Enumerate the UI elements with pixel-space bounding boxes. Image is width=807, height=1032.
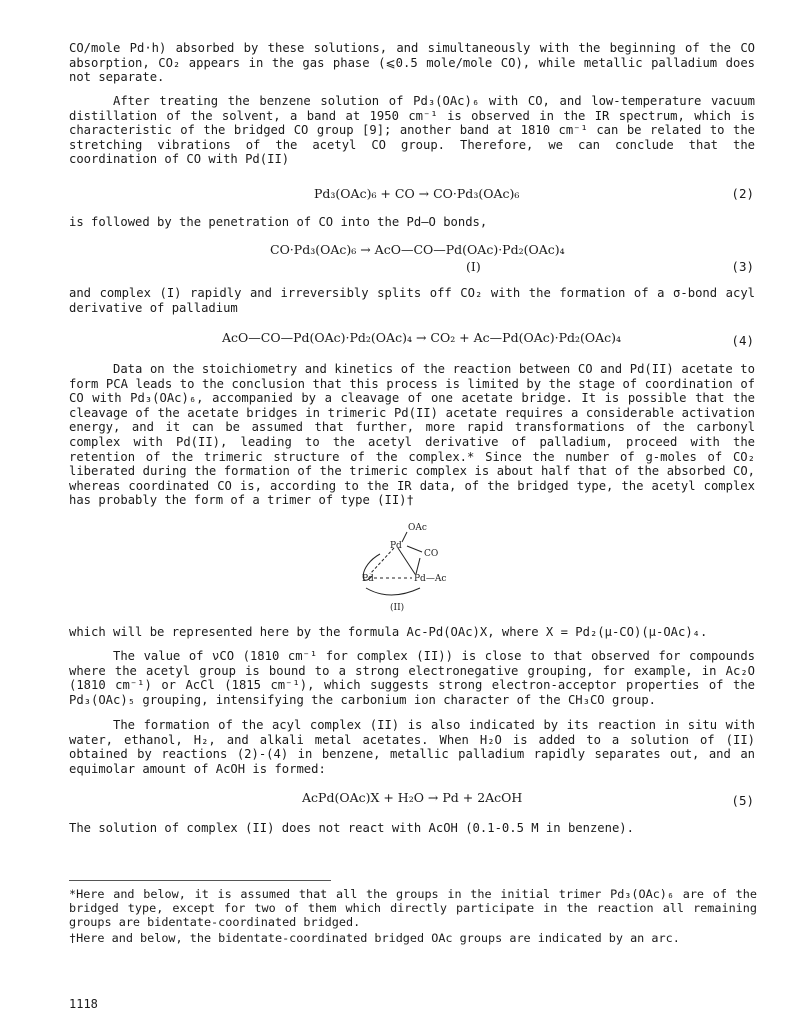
footnote-2: †Here and below, the bidentate-coordinated bridged OAc groups are indicated by an arc. [69,931,680,945]
equation-3-label: (I) [466,259,481,274]
equation-5-number: (5) [731,793,754,808]
trimer-structure-ii [350,518,470,614]
page-number: 1118 [69,997,98,1011]
bond-pd-co [407,546,422,552]
equation-4-number: (4) [731,333,754,348]
paragraph-5: Data on the stoichiometry and kinetics of the reaction between CO and Pd(II) acetate to form PCA leads to the conclusion that this process is limited by the stage of coordination of CO with Pd₃(OAc)₆, accompanied by a cleavage of one acetate bridge. It is possible that the cleavage of the acetate bridges in trimeric Pd(II) acetate requires a considerable activation energy, and it can be assumed that further, more rapid transformations of the carbonyl complex with Pd(II), leading to the acetyl derivative of palladium, proceed with the retention of the trimeric structure of the complex.* Since the number of g-moles of CO₂ liberated during the formation of the trimeric complex is about half that of the absorbed CO, whereas coordinated CO is, according to the IR data, of the bridged type, the acetyl complex has probably the form of a trimer of type (II)† [69,362,755,508]
paragraph-4: and complex (I) rapidly and irreversibly splits off CO₂ with the formation of a σ-bond acyl derivative of palladium [69,286,755,315]
equation-5: AcPd(OAc)X + H₂O → Pd + 2AcOH [302,790,523,805]
equation-2: Pd₃(OAc)₆ + CO → CO·Pd₃(OAc)₆ [314,186,520,201]
equation-4: AcO—CO—Pd(OAc)·Pd₂(OAc)₄ → CO₂ + Ac—Pd(OAc)·Pd₂(OAc)₄ [222,330,622,345]
label-pd-left: Pd [362,574,374,584]
paragraph-6: which will be represented here by the formula Ac-Pd(OAc)X, where X = Pd₂(μ-CO)(μ-OAc)₄. [69,625,708,639]
equation-2-number: (2) [731,186,754,201]
footnote-rule [69,880,331,881]
bond-co-pd [416,558,420,574]
oac-bridge-arc-bottom [366,588,420,595]
paragraph-8: The formation of the acyl complex (II) is also indicated by its reaction in situ with water, ethanol, H₂, and alkali metal acetates. When H₂O is added to a solution of (II) obtained by reactions (2)-(4) in benzene, metallic palladium rapidly separates out, and an equimolar amount of AcOH is formed: [69,718,755,776]
equation-3: CO·Pd₃(OAc)₆ → AcO—CO—Pd(OAc)·Pd₂(OAc)₄ [270,242,565,257]
paragraph-1: CO/mole Pd·h) absorbed by these solutions, and simultaneously with the beginning of the CO absorption, CO₂ appears in the gas phase (⩽0.5 mole/mole CO), while metallic palladium does not separate. [69,41,755,85]
paragraph-3: is followed by the penetration of CO into the Pd—O bonds, [69,215,488,229]
equation-3-number: (3) [731,259,754,274]
label-co: CO [424,549,439,559]
bond-pd-pd-right [398,548,415,574]
bond-pd-pd-left [370,548,394,574]
label-pd-top: Pd [390,541,402,551]
structure-caption: (II) [390,603,405,613]
bond-oac-pd [402,532,407,542]
label-pd-right: Pd—Ac [414,574,447,584]
paragraph-2: After treating the benzene solution of Pd₃(OAc)₆ with CO, and low-temperature vacuum distillation of the solvent, a band at 1950 cm⁻¹ is observed in the IR spectrum, which is characteristic of the bridged CO group [9]; another band at 1810 cm⁻¹ can be related to the stretching vibrations of the acetyl CO group. Therefore, we can conclude that the coordination of CO with Pd(II) [69,94,755,167]
paragraph-7: The value of νCO (1810 cm⁻¹ for complex (II)) is close to that observed for compounds where the acetyl group is bound to a strong electronegative grouping, for example, in Ac₂O (1810 cm⁻¹) or AcCl (1815 cm⁻¹), which suggests strong electron-acceptor properties of the Pd₃(OAc)₅ grouping, intensifying the carbonium ion character of the CH₃CO group. [69,649,755,707]
label-oac: OAc [408,523,427,533]
paragraph-9: The solution of complex (II) does not react with AcOH (0.1-0.5 M in benzene). [69,821,634,835]
footnote-1: *Here and below, it is assumed that all the groups in the initial trimer Pd₃(OAc)₆ are of the bridged type, except for two of them which directly participate in the reaction all remaining groups are bidentate-coordinated bridged. [69,887,757,929]
